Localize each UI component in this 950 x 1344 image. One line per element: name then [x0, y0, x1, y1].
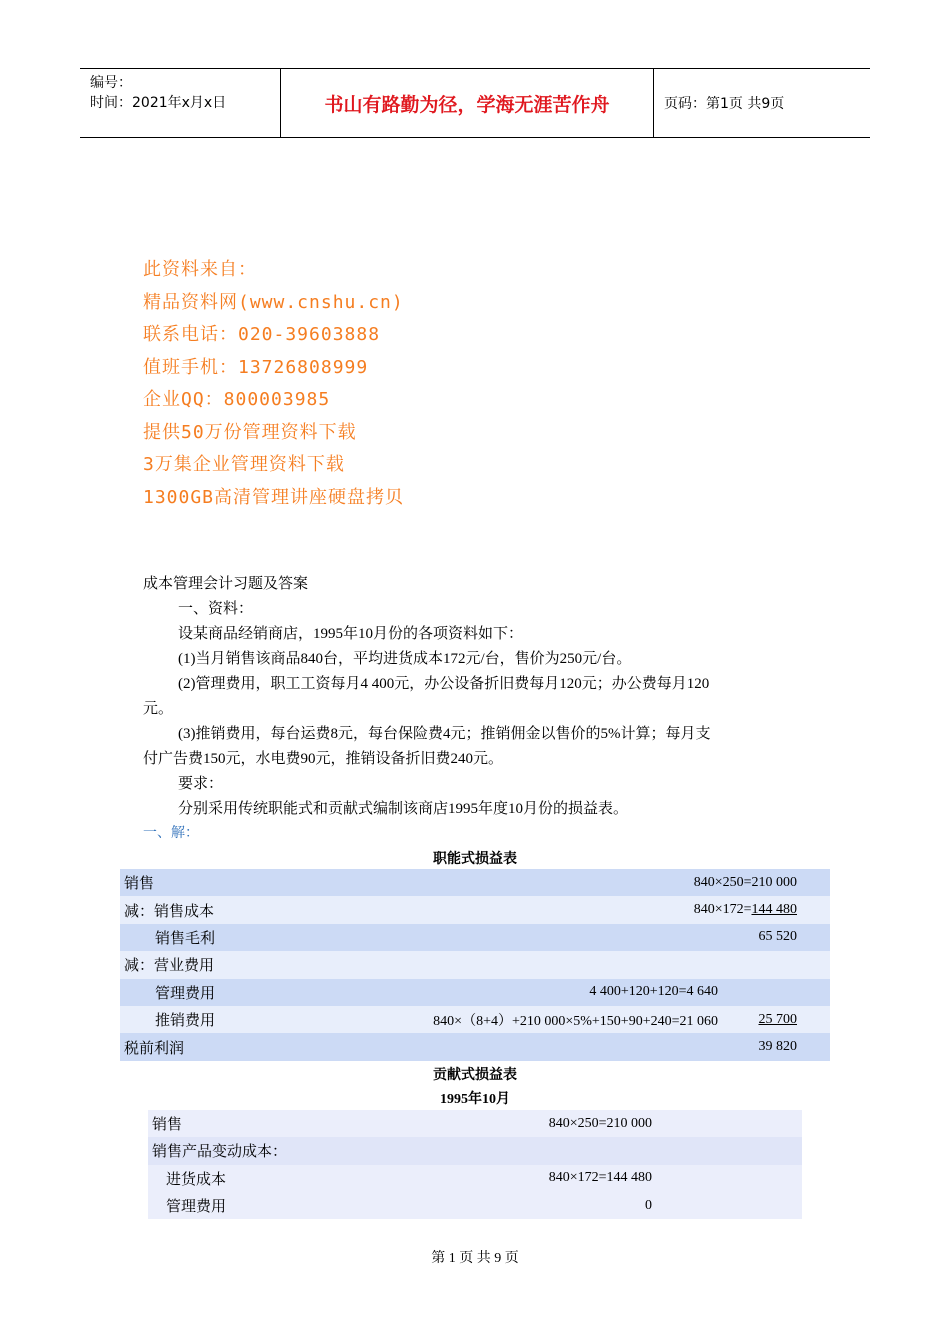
row-label: 销售	[152, 1117, 183, 1134]
promo-line: 值班手机：13726808999	[143, 356, 369, 378]
requirement-label: 要求：	[178, 776, 224, 792]
row-label: 减：销售成本	[124, 903, 215, 920]
row-formula: 840×（8+4）+210 000×5%+150+90+240=21 060	[433, 1013, 718, 1029]
page-header	[80, 68, 870, 138]
section-heading: 一、资料：	[178, 601, 254, 617]
paragraph: (3)推销费用，每台运费8元，每台保险费4元；推销佣金以售价的5%计算；每月支	[178, 726, 711, 742]
table-row	[120, 924, 830, 951]
table-row	[120, 1033, 830, 1060]
paragraph: 分别采用传统职能式和贡献式编制该商店1995年度10月份的损益表。	[178, 801, 629, 817]
row-formula: 4 400+120+120=4 640	[589, 984, 718, 1000]
page-footer: 第 1 页 共 9 页	[431, 1251, 519, 1266]
row-label: 进货成本	[166, 1171, 227, 1188]
table-row	[148, 1137, 802, 1164]
date-label: 时间：2021年x月x日	[90, 95, 227, 111]
paragraph: (1)当月销售该商品840台，平均进货成本172元/台，售价为250元/台。	[178, 651, 632, 667]
paragraph: 设某商品经销商店，1995年10月份的各项资料如下：	[178, 626, 524, 642]
promo-line: 3万集企业管理资料下载	[143, 454, 345, 475]
row-label: 推销费用	[155, 1013, 216, 1030]
header-motto: 书山有路勤为径，学海无涯苦作舟	[280, 69, 654, 137]
row-value: 840×172=144 480	[548, 1170, 652, 1186]
table-subtitle: 1995年10月	[440, 1092, 510, 1107]
promo-line: 联系电话：020-39603888	[143, 324, 381, 345]
row-value	[694, 902, 797, 918]
row-label: 销售毛利	[155, 930, 216, 947]
row-label: 减：营业费用	[124, 958, 215, 975]
table-row	[148, 1110, 802, 1137]
row-value: 0	[645, 1197, 652, 1213]
promo-line: 精品资料网(www.cnshu.cn)	[143, 291, 404, 313]
promo-line: 提供50万份管理资料下载	[143, 421, 357, 443]
row-value: 25 700	[758, 1011, 797, 1027]
promo-line: 此资料来自：	[143, 259, 257, 280]
row-label: 管理费用	[155, 985, 216, 1002]
row-label: 管理费用	[166, 1199, 227, 1216]
row-label: 销售	[124, 876, 155, 893]
answer-heading: 一、解：	[143, 826, 199, 841]
table-title: 贡献式损益表	[433, 1068, 517, 1083]
paragraph: 付广告费150元，水电费90元，推销设备折旧费240元。	[143, 751, 504, 767]
table-row	[148, 1165, 802, 1192]
doc-title: 成本管理会计习题及答案	[143, 576, 309, 592]
table-row	[148, 1192, 802, 1219]
formula: 840×172=	[693, 902, 752, 918]
promo-line: 企业QQ：800003985	[143, 389, 331, 410]
row-value: 39 820	[758, 1039, 797, 1055]
table-row	[120, 979, 830, 1006]
paragraph: 元。	[143, 701, 174, 717]
row-value: 840×250=210 000	[548, 1115, 652, 1131]
promo-block	[143, 254, 404, 514]
table-row	[120, 951, 830, 978]
contribution-income-table	[148, 1110, 802, 1219]
number-label: 编号：	[90, 75, 132, 91]
functional-income-table	[120, 869, 830, 1061]
row-label: 销售产品变动成本：	[152, 1144, 288, 1161]
row-value: 65 520	[758, 929, 797, 945]
paragraph: (2)管理费用，职工工资每月4 400元，办公设备折旧费每月120元；办公费每月120	[178, 676, 710, 692]
header-page-label: 页码：第1页 共9页	[664, 96, 785, 112]
table-row	[120, 869, 830, 896]
table-row	[120, 1006, 830, 1033]
table-row	[120, 896, 830, 923]
row-label: 税前利润	[124, 1040, 185, 1057]
underlined-value: 144 480	[751, 902, 797, 918]
promo-line: 1300GB高清管理讲座硬盘拷贝	[143, 486, 405, 508]
row-value: 840×250=210 000	[693, 874, 797, 890]
header-meta	[80, 69, 280, 137]
table-title: 职能式损益表	[433, 852, 517, 867]
